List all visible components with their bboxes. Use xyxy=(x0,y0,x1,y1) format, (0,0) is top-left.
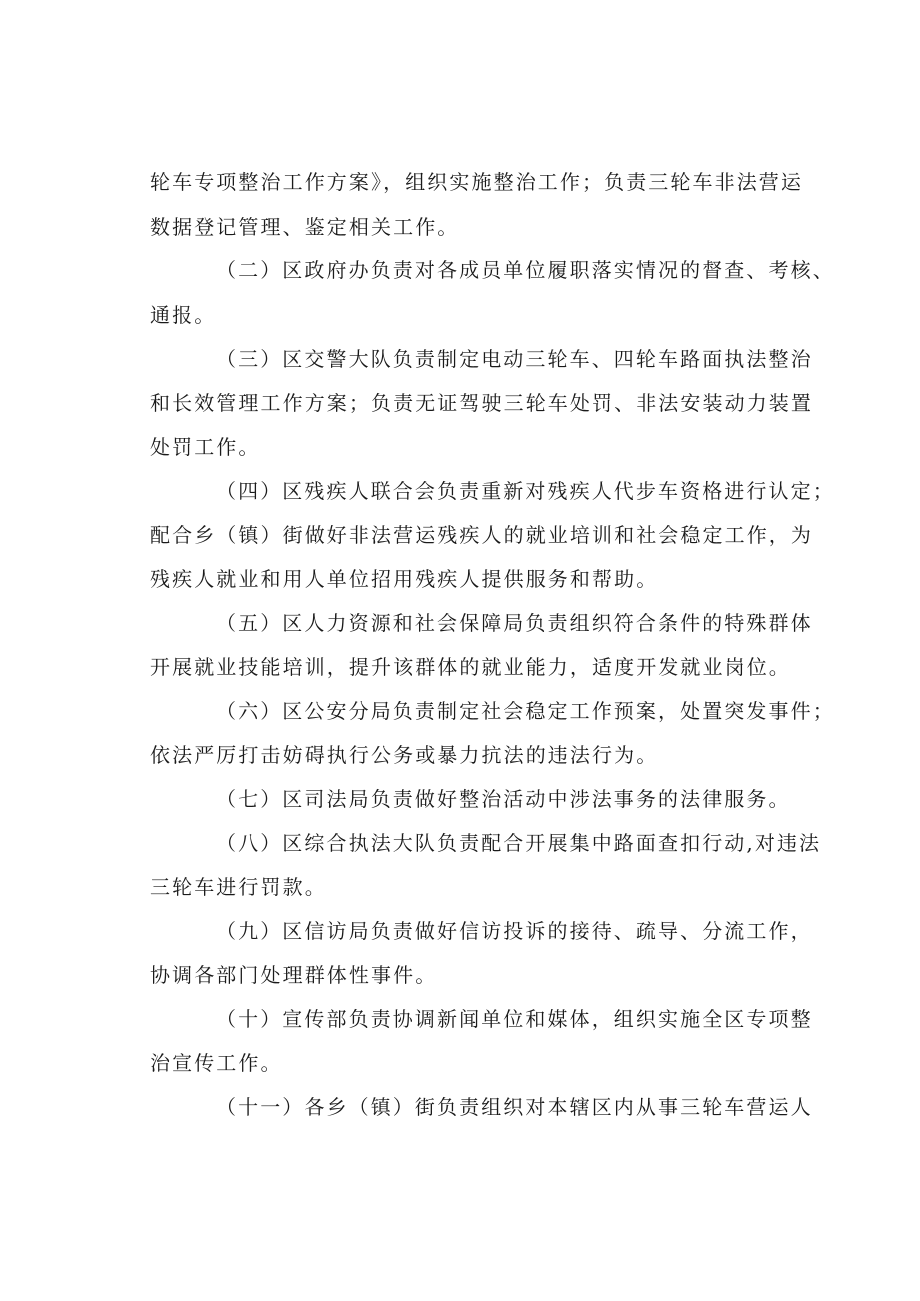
text-line: 治宣传工作。 xyxy=(150,1051,283,1075)
paragraph-start: （四）区残疾人联合会负责重新对残疾人代步车资格进行认定； xyxy=(216,479,835,503)
text-line: 三轮车进行罚款。 xyxy=(150,875,327,899)
text-line: 依法严厉打击妨碍执行公务或暴力抗法的违法行为。 xyxy=(150,743,659,767)
text-line: 残疾人就业和用人单位招用残疾人提供服务和帮助。 xyxy=(150,567,659,591)
text-line: 数据登记管理、鉴定相关工作。 xyxy=(150,215,460,239)
paragraph-start: （七）区司法局负责做好整治活动中涉法事务的法律服务。 xyxy=(216,787,791,811)
text-line: 通报。 xyxy=(150,303,217,327)
paragraph-start: （九）区信访局负责做好信访投诉的接待、疏导、分流工作， xyxy=(216,919,813,943)
paragraph-start: （八）区综合执法大队负责配合开展集中路面查扣行动,对违法 xyxy=(216,831,822,855)
text-line: 轮车专项整治工作方案》，组织实施整治工作；负责三轮车非法营运 xyxy=(150,170,803,194)
text-line: 处罚工作。 xyxy=(150,435,261,459)
text-line: 开展就业技能培训，提升该群体的就业能力，适度开发就业岗位。 xyxy=(150,655,791,679)
paragraph-start: （五）区人力资源和社会保障局负责组织符合条件的特殊群体 xyxy=(216,611,813,635)
paragraph-start: （三）区交警大队负责制定电动三轮车、四轮车路面执法整治 xyxy=(216,347,813,371)
paragraph-start: （二）区政府办负责对各成员单位履职落实情况的督查、考核、 xyxy=(216,258,835,282)
text-line: 协调各部门处理群体性事件。 xyxy=(150,963,438,987)
text-line: 和长效管理工作方案；负责无证驾驶三轮车处罚、非法安装动力装置 xyxy=(150,391,813,415)
paragraph-start: （六）区公安分局负责制定社会稳定工作预案，处置突发事件； xyxy=(216,699,835,723)
paragraph-start: （十一）各乡（镇）街负责组织对本辖区内从事三轮车营运人 xyxy=(216,1095,813,1119)
paragraph-start: （十）宣传部负责协调新闻单位和媒体，组织实施全区专项整 xyxy=(216,1007,813,1031)
text-line: 配合乡（镇）街做好非法营运残疾人的就业培训和社会稳定工作，为 xyxy=(150,523,813,547)
